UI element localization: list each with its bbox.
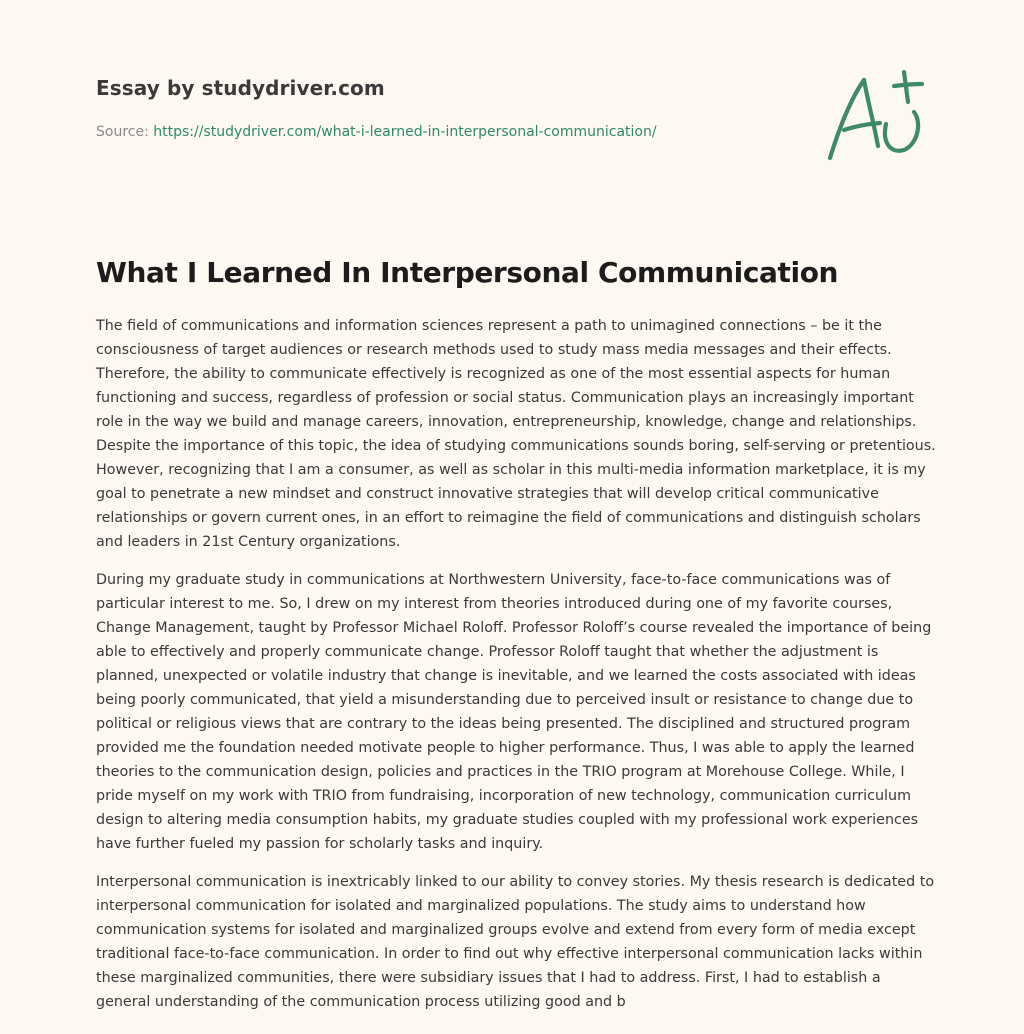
essay-paragraph: Interpersonal communication is inextricably linked to our ability to convey stories. My thesis research is dedicated to interpersonal communication for isolated and marginalized populations. The study aims to understand how communication systems for isolated and marginalized groups evolve and extend from every form of media except traditional face-to-face communication. In order to find out why effective interpersonal communication lacks within these marginalized communities, there were subsidiary issues that I had to address. First, I had to establish a general understanding of the communication process utilizing good and b	[96, 874, 935, 1010]
essay-title: What I Learned In Interpersonal Communication	[96, 256, 839, 289]
essay-paragraph: During my graduate study in communications at Northwestern University, face-to-face communications was of particular interest to me. So, I drew on my interest from theories introduced during one of my favorite courses, Change Management, taught by Professor Michael Roloff. Professor Roloff’s course revealed the importance of being able to effectively and properly communicate change. Professor Roloff taught that whether the adjustment is planned, unexpected or volatile industry that change is inevitable, and we learned the costs associated with ideas being poorly communicated, that yield a misunderstanding due to perceived insult or resistance to change due to political or religious views that are contrary to the ideas being presented. The disciplined and structured program provided me the foundation needed motivate people to higher performance. Thus, I was able to apply the learned theories to the communication design, policies and practices in the TRIO program at Morehouse College. While, I pride myself on my work with TRIO from fundraising, incorporation of new technology, communication curriculum design to altering media consumption habits, my graduate studies coupled with my professional work experiences have further fueled my passion for scholarly tasks and inquiry.	[96, 572, 932, 852]
essay-body	[96, 314, 936, 1028]
essay-paragraph: The field of communications and information sciences represent a path to unimagined connections – be it the consciousness of target audiences or research methods used to study mass media messages and their effects. Therefore, the ability to communicate effectively is recognized as one of the most essential aspects for human functioning and success, regardless of profession or social status. Communication plays an increasingly important role in the way we build and manage careers, innovation, entrepreneurship, knowledge, change and relationships. Despite the importance of this topic, the idea of studying communications sounds boring, self-serving or pretentious. However, recognizing that I am a consumer, as well as scholar in this multi-media information marketplace, it is my goal to penetrate a new mindset and construct innovative strategies that will develop critical communicative relationships or govern current ones, in an effort to reimagine the field of communications and distinguish scholars and leaders in 21st Century organizations.	[96, 318, 936, 550]
source-line	[96, 124, 657, 140]
source-label: Source:	[96, 124, 149, 140]
a-plus-grade-icon	[816, 66, 928, 166]
source-link[interactable]: https://studydriver.com/what-i-learned-in-interpersonal-communication/	[153, 124, 657, 140]
brand-heading: Essay by studydriver.com	[96, 76, 385, 100]
